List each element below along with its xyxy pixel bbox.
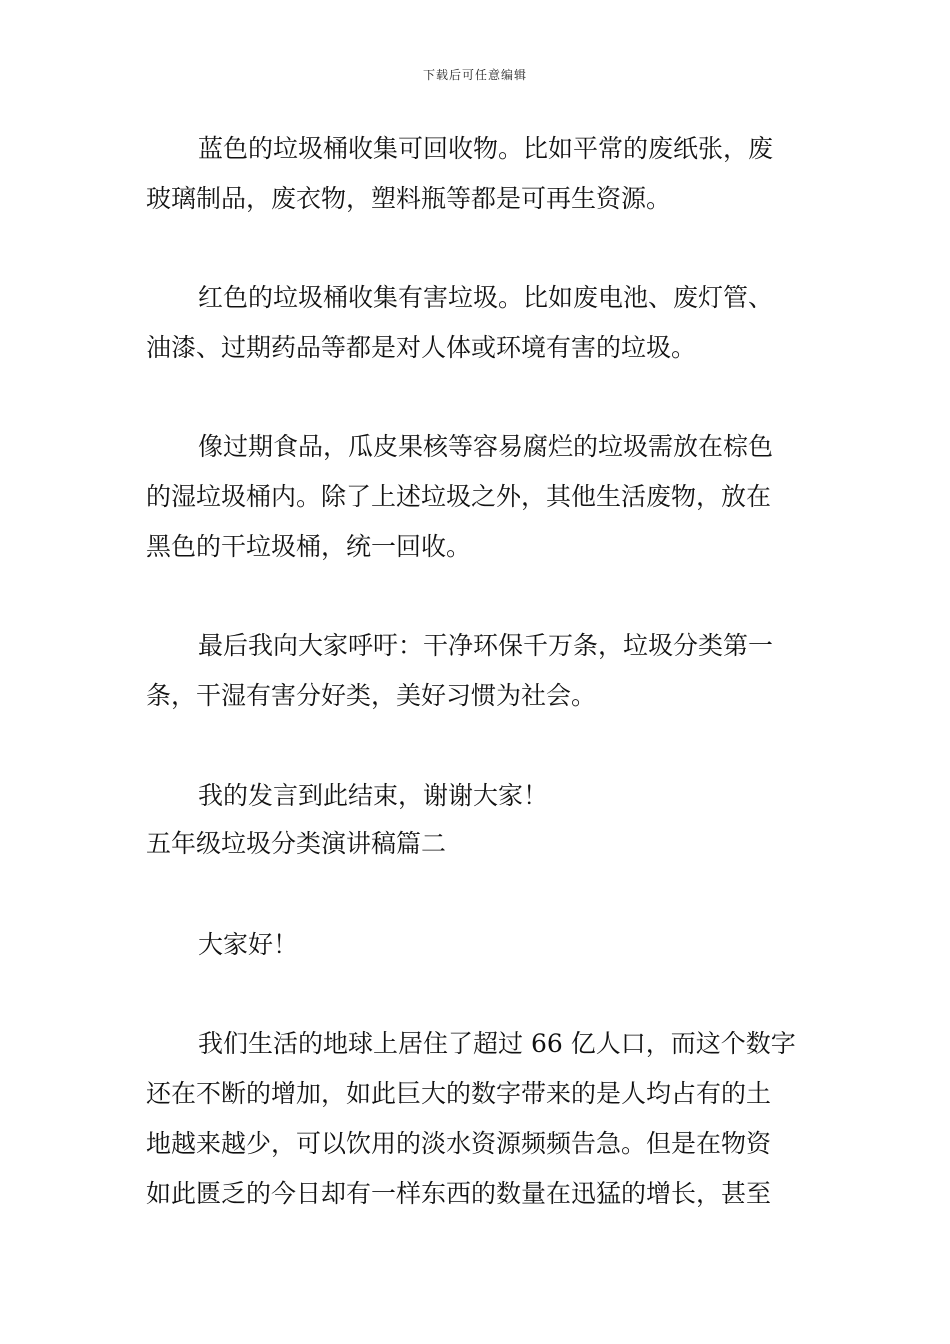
paragraph-population-line-1: 我们生活的地球上居住了超过 66 亿人口，而这个数字 [198, 1029, 796, 1058]
paragraph-population-line-3: 地越来越少，可以饮用的淡水资源频频告急。但是在物资 [146, 1129, 772, 1158]
paragraph-wet-dry-line-1: 像过期食品，瓜皮果核等容易腐烂的垃圾需放在棕色 [198, 432, 774, 461]
paragraph-population-line-2: 还在不断的增加，如此巨大的数字带来的是人均占有的土 [146, 1079, 772, 1108]
paragraph-wet-dry-line-3: 黑色的干垃圾桶，统一回收。 [146, 532, 472, 561]
paragraph-wet-dry-line-2: 的湿垃圾桶内。除了上述垃圾之外，其他生活废物，放在 [146, 482, 772, 511]
paragraph-blue-bin-line-2: 玻璃制品，废衣物，塑料瓶等都是可再生资源。 [146, 184, 672, 213]
paragraph-appeal-line-1: 最后我向大家呼吁：干净环保千万条，垃圾分类第一 [198, 631, 774, 660]
paragraph-greeting: 大家好！ [198, 930, 299, 959]
paragraph-red-bin-line-1: 红色的垃圾桶收集有害垃圾。比如废电池、废灯管、 [198, 283, 774, 312]
paragraph-blue-bin-line-1: 蓝色的垃圾桶收集可回收物。比如平常的废纸张，废 [198, 134, 774, 163]
paragraph-population-line-4: 如此匮乏的今日却有一样东西的数量在迅猛的增长，甚至 [146, 1179, 772, 1208]
header-note: 下载后可任意编辑 [422, 68, 527, 82]
paragraph-red-bin-line-2: 油漆、过期药品等都是对人体或环境有害的垃圾。 [146, 333, 697, 362]
paragraph-appeal-line-2: 条，干湿有害分好类，美好习惯为社会。 [146, 681, 597, 710]
paragraph-closing: 我的发言到此结束，谢谢大家！ [198, 781, 549, 810]
section-title: 五年级垃圾分类演讲稿篇二 [146, 829, 447, 858]
